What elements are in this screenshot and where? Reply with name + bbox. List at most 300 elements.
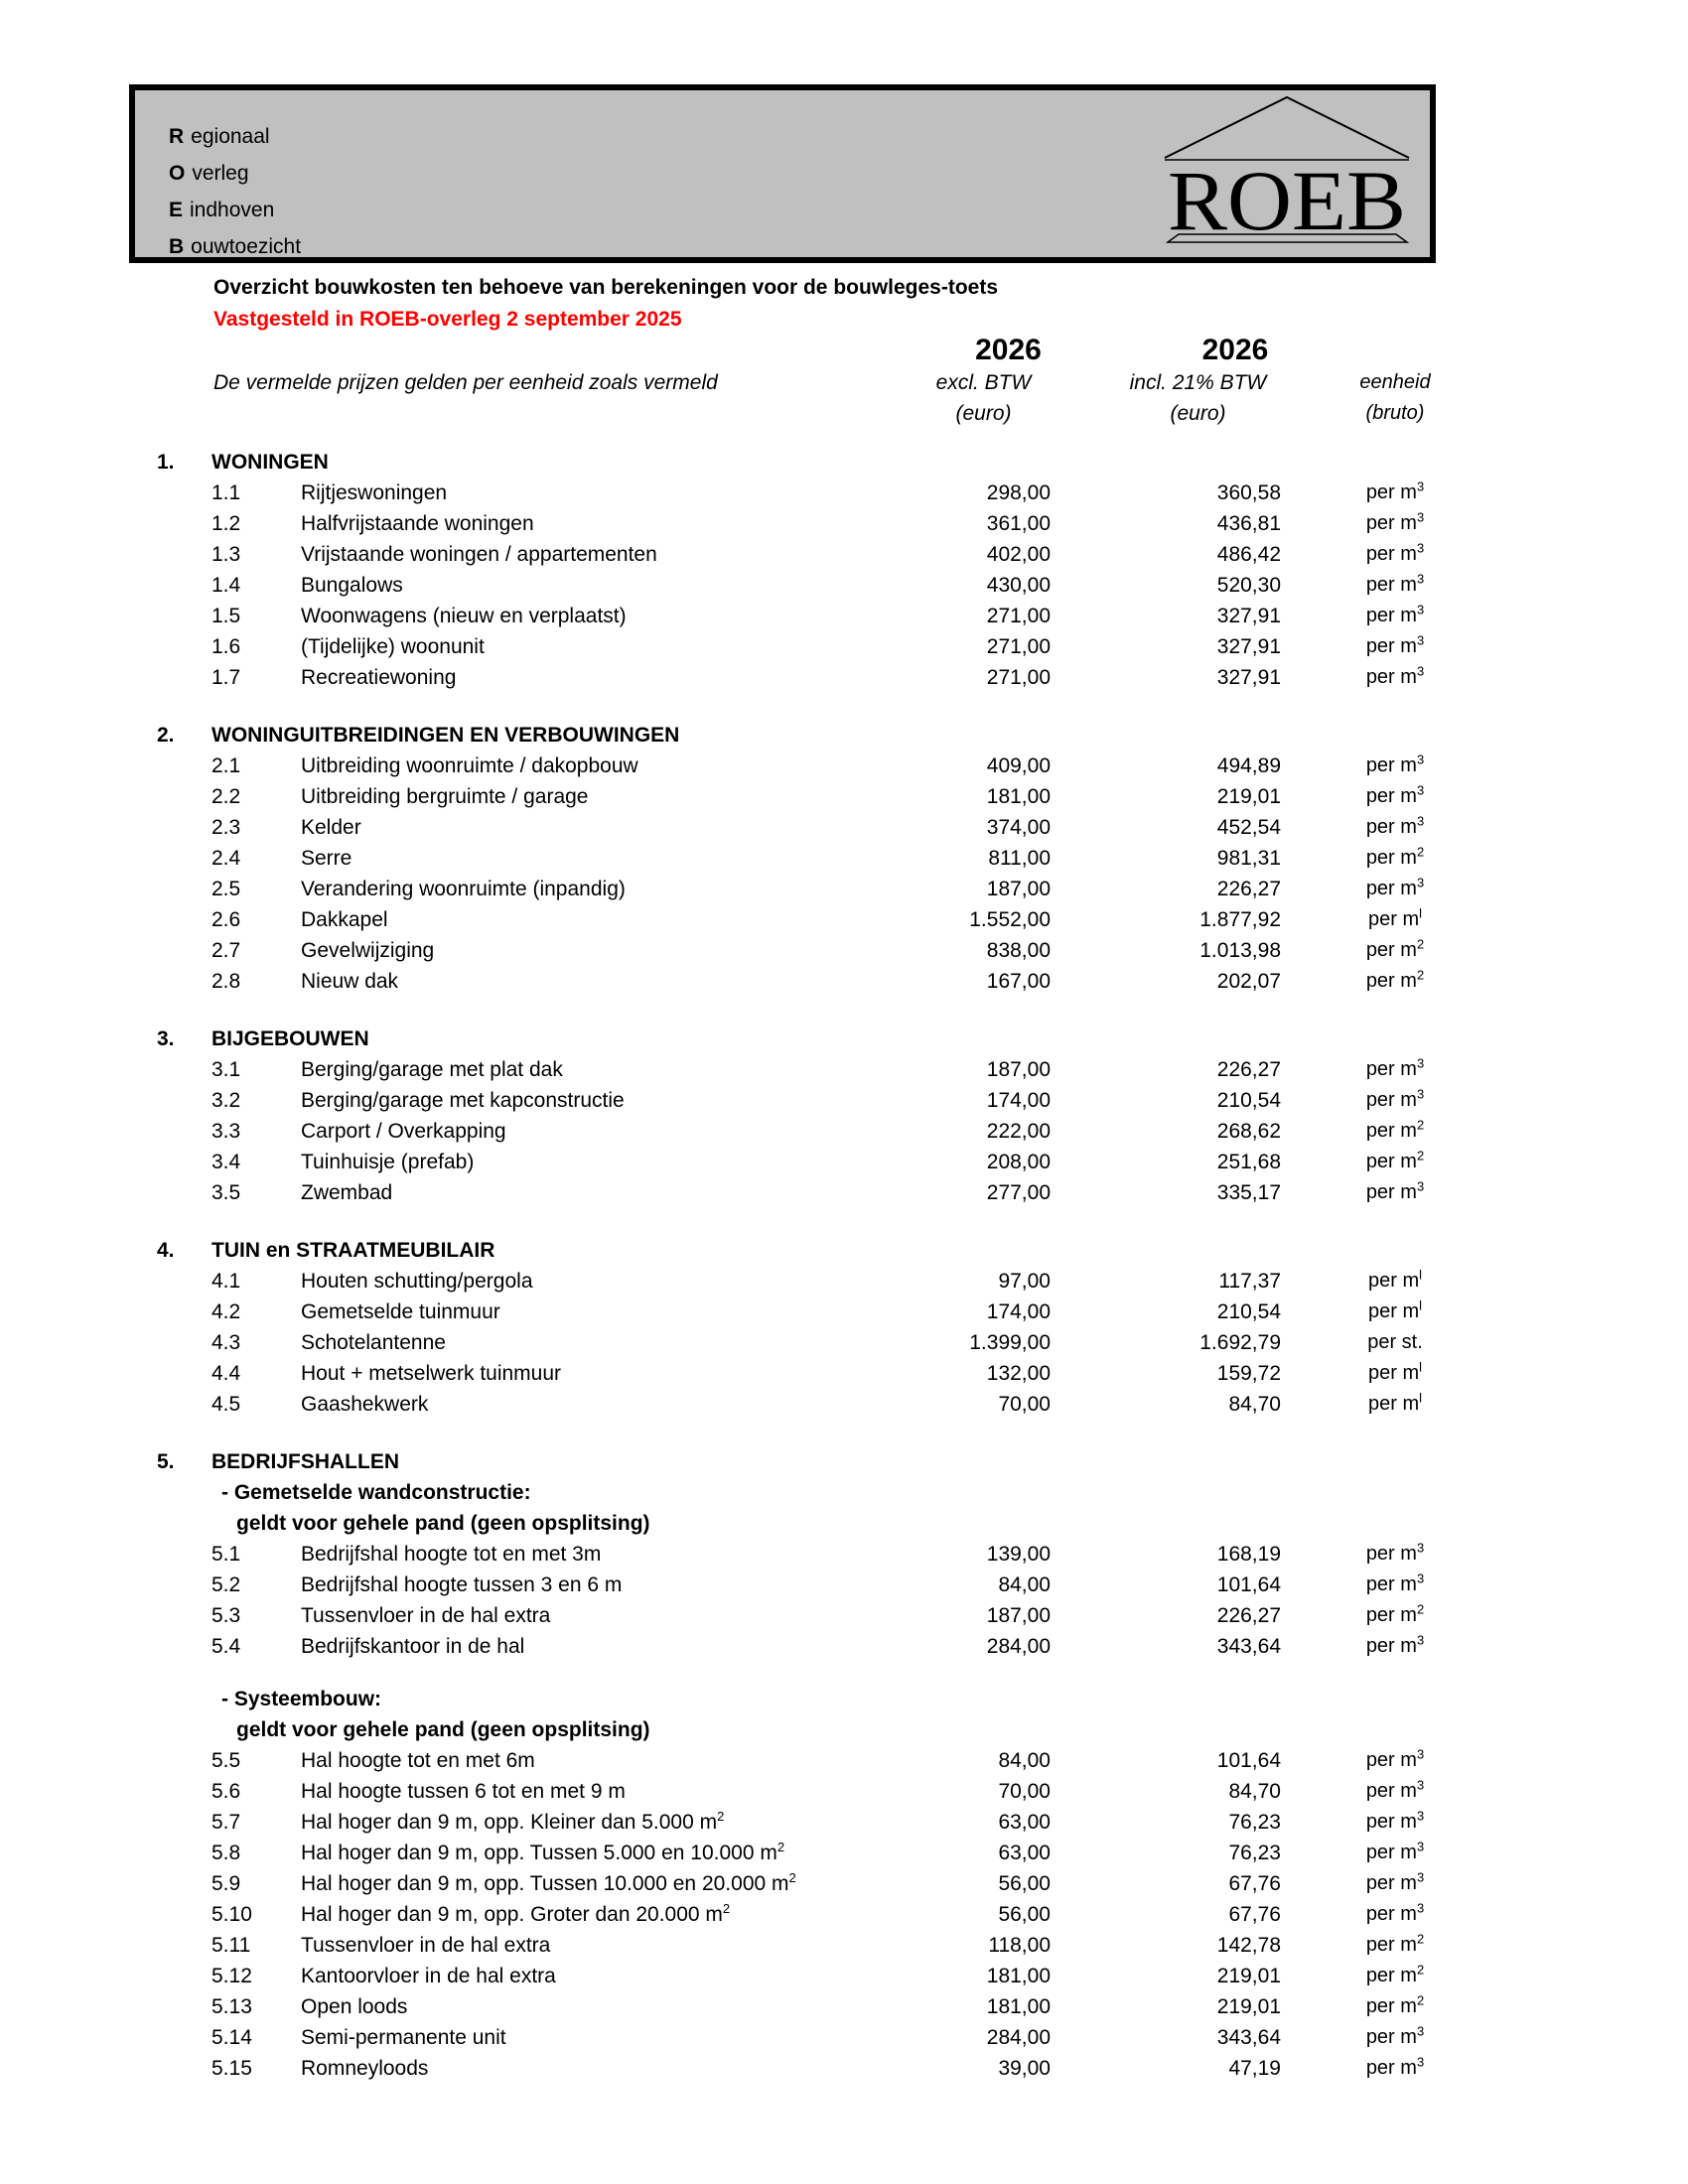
subsection-header-row <box>157 1684 1455 1714</box>
item-label-text: Tussenvloer in de hal extra <box>301 1933 551 1957</box>
item-label-text: Gemetselde tuinmuur <box>301 1299 500 1323</box>
item-number: 5.6 <box>211 1779 241 1803</box>
spacer-cell <box>157 812 211 843</box>
unit-text: per m <box>1365 878 1417 899</box>
superscript: 2 <box>1416 1931 1425 1947</box>
unit-text: per m <box>1365 2026 1417 2048</box>
superscript: 3 <box>1416 1839 1425 1854</box>
superscript: 3 <box>1416 1777 1425 1793</box>
spacer-cell <box>157 1147 211 1177</box>
price-incl-btw: 327,91 <box>1216 604 1281 627</box>
item-label-text: Rijtjeswoningen <box>301 480 448 504</box>
item-label-text: Semi-permanente unit <box>301 2025 506 2049</box>
item-label-text: Houten schutting/pergola <box>301 1269 533 1293</box>
price-excl-btw: 271,00 <box>986 634 1051 658</box>
spacer-row <box>157 1208 1455 1235</box>
item-number: 3.2 <box>211 1088 241 1112</box>
superscript: 3 <box>1416 632 1425 648</box>
item-label-text: Dakkapel <box>301 907 388 931</box>
unit-text: per m <box>1365 1903 1417 1925</box>
year-header-row <box>157 328 1455 367</box>
unit-text: per m <box>1365 1635 1417 1657</box>
unit <box>1281 1899 1455 1930</box>
item-label-text: Bedrijfshal hoogte tot en met 3m <box>301 1542 602 1566</box>
item-label-text: Hout + metselwerk tuinmuur <box>301 1361 562 1385</box>
item-number: 5.11 <box>211 1933 251 1957</box>
unit-text: per m <box>1365 1181 1417 1203</box>
item-label <box>301 1868 827 1899</box>
price-incl-btw: 67,76 <box>1228 1871 1281 1895</box>
unit-text: per m <box>1365 847 1417 869</box>
price-excl-btw: 838,00 <box>986 938 1051 962</box>
section-number: 1. <box>157 450 175 474</box>
price-excl-btw: 132,00 <box>986 1361 1051 1385</box>
price-incl-btw: 101,64 <box>1216 1572 1281 1596</box>
superscript: 3 <box>1416 478 1425 494</box>
item-label-text: Bedrijfshal hoogte tussen 3 en 6 m <box>301 1572 623 1596</box>
table-row <box>157 1177 1455 1208</box>
subsection-title: - Systeembouw: <box>221 1687 382 1710</box>
section-title: BEDRIJFSHALLEN <box>211 1449 400 1473</box>
item-number: 3.1 <box>211 1057 241 1081</box>
item-label <box>301 1631 827 1662</box>
item-number: 4.5 <box>211 1392 241 1416</box>
item-label <box>301 1539 827 1570</box>
price-excl-btw: 1.552,00 <box>969 907 1051 931</box>
unit-text: per m <box>1365 543 1417 565</box>
price-excl-btw: 298,00 <box>986 480 1051 504</box>
header-box <box>129 84 1436 263</box>
spacer-cell <box>157 1776 211 1807</box>
unit <box>1281 508 1455 539</box>
price-excl-btw: 187,00 <box>986 1603 1051 1627</box>
column-header-unit: eenheid <box>1359 371 1431 393</box>
price-excl-btw: 222,00 <box>986 1119 1051 1143</box>
spacer-cell <box>157 843 211 874</box>
superscript: 2 <box>722 1900 731 1916</box>
spacer-cell <box>157 1631 211 1662</box>
empty-cell <box>157 398 827 429</box>
table-row <box>157 751 1455 781</box>
item-label <box>301 1358 827 1389</box>
section-number: 4. <box>157 1238 175 1262</box>
price-excl-btw: 84,00 <box>998 1572 1051 1596</box>
price-excl-btw: 56,00 <box>998 1902 1051 1926</box>
column-header-year-excl <box>827 328 1051 367</box>
superscript: 3 <box>1416 540 1425 556</box>
section-title: BIJGEBOUWEN <box>211 1026 369 1050</box>
unit-text: per m <box>1365 1089 1417 1111</box>
item-number: 5.1 <box>211 1542 241 1566</box>
spacer-cell <box>157 1600 211 1631</box>
price-incl-btw: 1.877,92 <box>1199 907 1281 931</box>
price-incl-btw: 67,76 <box>1228 1902 1281 1926</box>
spacer-cell <box>157 1745 211 1776</box>
superscript: l <box>1419 1267 1422 1283</box>
item-label-text: Berging/garage met kapconstructie <box>301 1088 625 1112</box>
unit <box>1281 904 1455 935</box>
item-label-text: Hal hoger dan 9 m, opp. Tussen 5.000 en 10.000 m <box>301 1841 777 1864</box>
superscript: 2 <box>1416 967 1425 983</box>
item-number: 5.10 <box>211 1902 252 1926</box>
table-row <box>157 1570 1455 1600</box>
price-incl-btw: 436,81 <box>1216 511 1281 535</box>
item-label-text: Gevelwijziging <box>301 938 435 962</box>
unit-text: per m <box>1365 1058 1417 1080</box>
item-label <box>301 1776 827 1807</box>
spacer-cell <box>157 966 211 997</box>
spacer-cell <box>157 1054 211 1085</box>
item-label-text: Open loods <box>301 1994 408 2018</box>
item-label <box>301 1570 827 1600</box>
unit <box>1281 935 1455 966</box>
item-number: 4.4 <box>211 1361 241 1385</box>
spacer-cell <box>157 2053 211 2084</box>
item-label <box>301 1085 827 1116</box>
unit <box>1281 1539 1455 1570</box>
price-excl-btw: 181,00 <box>986 1964 1051 1987</box>
spacer-cell <box>157 751 211 781</box>
table-row <box>157 1868 1455 1899</box>
price-excl-btw: 181,00 <box>986 784 1051 808</box>
table-row <box>157 1085 1455 1116</box>
price-excl-btw: 97,00 <box>998 1269 1051 1293</box>
item-number: 5.13 <box>211 1994 252 2018</box>
table-row <box>157 1745 1455 1776</box>
item-number: 5.2 <box>211 1572 241 1596</box>
item-number: 5.3 <box>211 1603 241 1627</box>
unit <box>1281 601 1455 631</box>
item-number: 1.7 <box>211 665 241 689</box>
unit <box>1281 1868 1455 1899</box>
spacer-row <box>157 693 1455 720</box>
item-label-text: Zwembad <box>301 1180 393 1204</box>
section-title: WONINGUITBREIDINGEN EN VERBOUWINGEN <box>211 723 680 747</box>
price-excl-btw: 63,00 <box>998 1810 1051 1834</box>
unit-text: per m <box>1365 1811 1417 1833</box>
unit <box>1281 966 1455 997</box>
item-label <box>301 1961 827 1991</box>
price-excl-btw: 361,00 <box>986 511 1051 535</box>
price-incl-btw: 335,17 <box>1216 1180 1281 1204</box>
item-label-text: Hal hoger dan 9 m, opp. Tussen 10.000 en 20.000 m <box>301 1871 789 1895</box>
item-label <box>301 2022 827 2053</box>
unit-text: per m <box>1365 1749 1417 1771</box>
unit <box>1281 570 1455 601</box>
spacer-cell <box>157 1684 211 1714</box>
item-number: 5.5 <box>211 1748 241 1772</box>
table-row <box>157 2053 1455 2084</box>
price-incl-btw: 219,01 <box>1216 1964 1281 1987</box>
acronym-line <box>169 118 301 155</box>
spacer-row <box>157 1662 1455 1684</box>
superscript: 3 <box>1416 509 1425 525</box>
price-excl-btw: 208,00 <box>986 1150 1051 1173</box>
unit <box>1281 1085 1455 1116</box>
empty-cell <box>157 328 827 367</box>
unit-text: per m <box>1365 666 1417 688</box>
spacer-cell <box>157 1930 211 1961</box>
section-number: 2. <box>157 723 175 747</box>
item-label-text: Uitbreiding woonruimte / dakopbouw <box>301 753 638 777</box>
superscript: 3 <box>1416 1540 1425 1556</box>
item-label-text: Recreatiewoning <box>301 665 457 689</box>
unit-text: per m <box>1365 754 1417 776</box>
title-block <box>213 272 998 336</box>
table-row <box>157 966 1455 997</box>
superscript: 3 <box>1416 1869 1425 1885</box>
subsection-title: geldt voor gehele pand (geen opsplitsing) <box>236 1717 650 1741</box>
unit <box>1281 2022 1455 2053</box>
intro-note: De vermelde prijzen gelden per eenheid zoals vermeld <box>213 370 718 394</box>
acronym-line <box>169 228 301 265</box>
price-excl-btw: 187,00 <box>986 877 1051 900</box>
unit-text: per m <box>1365 481 1417 503</box>
spacer-cell <box>157 662 211 693</box>
price-excl-btw: 56,00 <box>998 1871 1051 1895</box>
price-incl-btw: 327,91 <box>1216 634 1281 658</box>
superscript: l <box>1419 905 1422 921</box>
column-header-excl: excl. BTW <box>935 370 1032 394</box>
item-number: 5.12 <box>211 1964 252 1987</box>
price-excl-btw: 181,00 <box>986 1994 1051 2018</box>
table-row <box>157 601 1455 631</box>
table-row <box>157 1838 1455 1868</box>
table-row <box>157 1961 1455 1991</box>
section-title: WONINGEN <box>211 450 329 474</box>
unit-text: per m <box>1365 1995 1417 2017</box>
item-label <box>301 478 827 508</box>
price-excl-btw: 1.399,00 <box>969 1330 1051 1354</box>
price-excl-btw: 70,00 <box>998 1779 1051 1803</box>
roeb-logo <box>1151 94 1416 245</box>
table-row <box>157 1266 1455 1297</box>
table-row <box>157 662 1455 693</box>
item-label <box>301 1054 827 1085</box>
page-title: Overzicht bouwkosten ten behoeve van berekeningen voor de bouwleges-toets <box>213 276 999 299</box>
price-incl-btw: 168,19 <box>1216 1542 1281 1566</box>
superscript: 3 <box>1416 813 1425 829</box>
spacer-row <box>157 429 1455 447</box>
spacer-cell <box>157 1116 211 1147</box>
table-row <box>157 1899 1455 1930</box>
table-row <box>157 570 1455 601</box>
table-row <box>157 874 1455 904</box>
table-row <box>157 2022 1455 2053</box>
spacer-cell <box>157 478 211 508</box>
logo-text: ROEB <box>1168 153 1406 245</box>
unit-text: per m <box>1365 1543 1417 1565</box>
item-label <box>301 904 827 935</box>
price-excl-btw: 271,00 <box>986 665 1051 689</box>
unit-text: per m <box>1365 512 1417 534</box>
unit <box>1281 1147 1455 1177</box>
table-row <box>157 508 1455 539</box>
superscript: 2 <box>1416 1992 1425 2008</box>
item-number: 1.6 <box>211 634 241 658</box>
spacer-cell <box>157 601 211 631</box>
unit <box>1281 1570 1455 1600</box>
price-excl-btw: 409,00 <box>986 753 1051 777</box>
unit <box>1281 1116 1455 1147</box>
item-label-text: Vrijstaande woningen / appartementen <box>301 542 657 566</box>
table-row <box>157 1631 1455 1662</box>
item-label <box>301 1930 827 1961</box>
acronym-rest: egionaal <box>191 125 270 148</box>
spacer-cell <box>157 1868 211 1899</box>
spacer-cell <box>157 1177 211 1208</box>
price-incl-btw: 360,58 <box>1216 480 1281 504</box>
table-row <box>157 935 1455 966</box>
item-label <box>301 1991 827 2022</box>
subsection-header-row <box>157 1508 1455 1539</box>
superscript: 2 <box>1416 1601 1425 1617</box>
unit-text: per m <box>1365 574 1417 596</box>
unit <box>1281 812 1455 843</box>
section-header-row <box>157 1235 1455 1266</box>
unit <box>1281 1807 1455 1838</box>
item-label <box>301 935 827 966</box>
price-incl-btw: 452,54 <box>1216 815 1281 839</box>
price-excl-btw: 430,00 <box>986 573 1051 597</box>
price-incl-btw: 210,54 <box>1216 1088 1281 1112</box>
item-label-text: Nieuw dak <box>301 969 399 993</box>
price-excl-btw: 187,00 <box>986 1057 1051 1081</box>
unit <box>1281 2053 1455 2084</box>
spacer-cell <box>157 1570 211 1600</box>
unit <box>1281 539 1455 570</box>
table-row <box>157 1991 1455 2022</box>
page-subtitle-red: Vastgesteld in ROEB-overleg 2 september 2025 <box>213 308 682 331</box>
item-number: 5.7 <box>211 1810 241 1834</box>
subsection-title: - Gemetselde wandconstructie: <box>221 1480 531 1504</box>
item-label <box>301 812 827 843</box>
unit-text: per m <box>1365 605 1417 626</box>
price-excl-btw: 84,00 <box>998 1748 1051 1772</box>
price-excl-btw: 118,00 <box>988 1933 1051 1957</box>
price-excl-btw: 39,00 <box>998 2056 1051 2080</box>
spacer-cell <box>157 1838 211 1868</box>
table-row <box>157 1116 1455 1147</box>
item-label <box>301 508 827 539</box>
spacer-cell <box>157 1508 211 1539</box>
item-label <box>301 874 827 904</box>
spacer-cell <box>157 2022 211 2053</box>
acronym-line <box>169 192 301 228</box>
unit <box>1281 1266 1455 1297</box>
superscript: l <box>1419 1390 1422 1406</box>
superscript: 3 <box>1416 875 1425 890</box>
item-label-text: Gaashekwerk <box>301 1392 429 1416</box>
price-excl-btw: 402,00 <box>986 542 1051 566</box>
item-number: 2.6 <box>211 907 241 931</box>
unit <box>1281 1389 1455 1420</box>
spacer-cell <box>157 1389 211 1420</box>
item-number: 2.4 <box>211 846 241 870</box>
spacer-cell <box>157 1899 211 1930</box>
item-number: 4.1 <box>211 1269 241 1293</box>
unit <box>1281 874 1455 904</box>
item-number: 5.8 <box>211 1841 241 1864</box>
unit-text: per m <box>1367 1300 1420 1322</box>
superscript: 2 <box>717 1808 725 1824</box>
price-incl-btw: 226,27 <box>1216 877 1281 900</box>
item-label-text: Serre <box>301 846 352 870</box>
superscript: 3 <box>1416 782 1425 798</box>
item-label <box>301 2053 827 2084</box>
price-excl-btw: 174,00 <box>986 1088 1051 1112</box>
item-number: 1.4 <box>211 573 241 597</box>
unit-text: per m <box>1365 2057 1417 2079</box>
price-excl-btw: 70,00 <box>998 1392 1051 1416</box>
section-header-row <box>157 1446 1455 1477</box>
unit-text: per m <box>1367 1393 1420 1415</box>
unit <box>1281 1745 1455 1776</box>
item-number: 1.3 <box>211 542 241 566</box>
table-row <box>157 1776 1455 1807</box>
subsection-header-row <box>157 1714 1455 1745</box>
unit-text: per m <box>1365 816 1417 838</box>
item-label <box>301 1327 827 1358</box>
spacer-cell <box>157 997 1455 1024</box>
spacer-cell <box>157 781 211 812</box>
unit <box>1281 1838 1455 1868</box>
item-label-text: Kantoorvloer in de hal extra <box>301 1964 556 1987</box>
spacer-cell <box>157 1477 211 1508</box>
item-label-text: Carport / Overkapping <box>301 1119 506 1143</box>
price-incl-btw: 47,19 <box>1228 2056 1281 2080</box>
superscript: 3 <box>1416 2023 1425 2039</box>
item-label-text: Uitbreiding bergruimte / garage <box>301 784 589 808</box>
item-label <box>301 1389 827 1420</box>
item-number: 3.4 <box>211 1150 241 1173</box>
price-incl-btw: 1.692,79 <box>1199 1330 1281 1354</box>
table-row <box>157 1539 1455 1570</box>
spacer-cell <box>157 1358 211 1389</box>
spacer-row <box>157 1420 1455 1446</box>
item-number: 3.5 <box>211 1180 241 1204</box>
item-label-text: (Tijdelijke) woonunit <box>301 634 485 658</box>
unit <box>1281 1631 1455 1662</box>
price-incl-btw: 1.013,98 <box>1199 938 1281 962</box>
table-row <box>157 1389 1455 1420</box>
item-label-text: Bedrijfskantoor in de hal <box>301 1634 525 1658</box>
unit-text: per m <box>1365 1604 1417 1626</box>
acronym-letter: E <box>169 199 184 221</box>
subsection-title: geldt voor gehele pand (geen opsplitsing) <box>236 1511 650 1535</box>
spacer-cell <box>157 1208 1455 1235</box>
price-excl-btw: 811,00 <box>988 846 1051 870</box>
superscript: 3 <box>1416 571 1425 587</box>
logo-roof-icon <box>1165 97 1409 158</box>
table-row <box>157 843 1455 874</box>
unit-text: per m <box>1365 1842 1417 1863</box>
acronym-rest: verleg <box>192 162 249 185</box>
item-label <box>301 843 827 874</box>
superscript: 3 <box>1416 1900 1425 1916</box>
item-label <box>301 1147 827 1177</box>
price-incl-btw: 327,91 <box>1216 665 1281 689</box>
item-label-text: Hal hoogte tussen 6 tot en met 9 m <box>301 1779 626 1803</box>
item-number: 2.3 <box>211 815 241 839</box>
table-row <box>157 1807 1455 1838</box>
unit <box>1281 1600 1455 1631</box>
unit <box>1281 1327 1455 1358</box>
item-label <box>301 1266 827 1297</box>
item-number: 4.2 <box>211 1299 241 1323</box>
price-excl-btw: 284,00 <box>986 2025 1051 2049</box>
item-number: 4.3 <box>211 1330 241 1354</box>
